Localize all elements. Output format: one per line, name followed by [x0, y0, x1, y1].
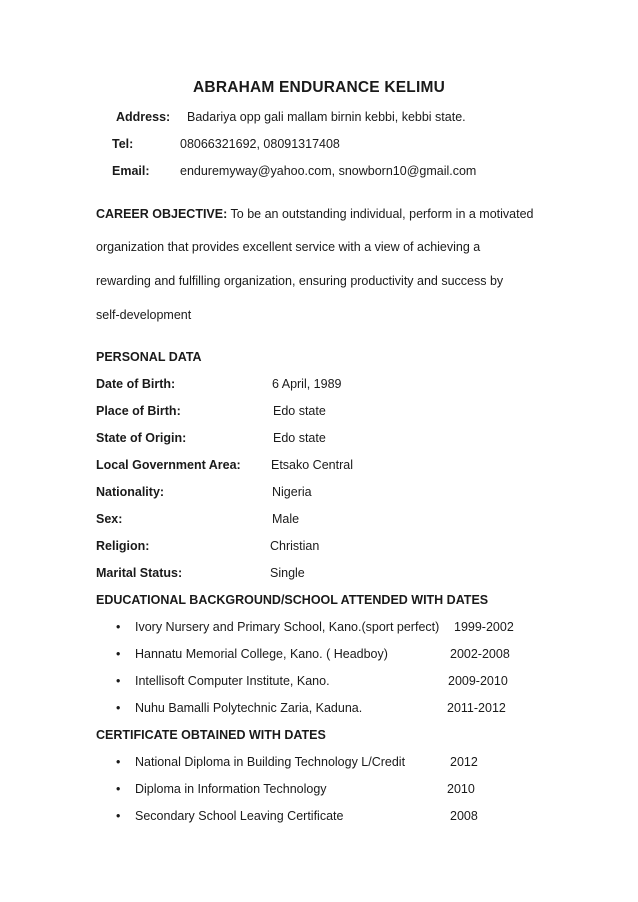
- personal-value: Nigeria: [272, 485, 312, 499]
- career-line-1: To be an outstanding individual, perform in a motivated: [227, 207, 534, 221]
- certificate-year: 2008: [450, 809, 478, 823]
- email-label: Email:: [112, 164, 150, 178]
- personal-value: Edo state: [273, 431, 326, 445]
- email-value: enduremyway@yahoo.com, snowborn10@gmail.com: [180, 164, 477, 178]
- education-school: Hannatu Memorial College, Kano. ( Headboy): [135, 647, 388, 661]
- personal-label: Marital Status:: [96, 566, 183, 580]
- certificate-year: 2012: [450, 755, 478, 769]
- career-objective-heading: CAREER OBJECTIVE:: [96, 207, 228, 221]
- tel-label: Tel:: [112, 137, 134, 151]
- education-dates: 2009-2010: [448, 674, 508, 688]
- personal-label: State of Origin:: [96, 431, 187, 445]
- education-dates: 2002-2008: [450, 647, 510, 661]
- bullet-icon: •: [116, 647, 121, 661]
- personal-value: Single: [270, 566, 305, 580]
- address-value: Badariya opp gali mallam birnin kebbi, kebbi state.: [187, 110, 466, 124]
- career-line-3: rewarding and fulfilling organization, ensuring productivity and success by: [96, 274, 504, 288]
- personal-value: Male: [272, 512, 300, 526]
- education-dates: 2011-2012: [447, 701, 506, 715]
- address-label: Address:: [116, 110, 171, 124]
- personal-label: Place of Birth:: [96, 404, 181, 418]
- personal-value: Edo state: [273, 404, 326, 418]
- personal-data-heading: PERSONAL DATA: [96, 350, 202, 364]
- certificate-name: Diploma in Information Technology: [135, 782, 327, 796]
- personal-value: Christian: [270, 539, 320, 553]
- bullet-icon: •: [116, 755, 121, 769]
- personal-value: 6 April, 1989: [272, 377, 342, 391]
- education-school: Ivory Nursery and Primary School, Kano.(sport perfect): [135, 620, 440, 634]
- education-school: Intellisoft Computer Institute, Kano.: [135, 674, 330, 688]
- personal-label: Local Government Area:: [96, 458, 241, 472]
- personal-label: Date of Birth:: [96, 377, 176, 391]
- education-heading: EDUCATIONAL BACKGROUND/SCHOOL ATTENDED WITH DATES: [96, 593, 489, 607]
- personal-label: Religion:: [96, 539, 150, 553]
- career-line-2: organization that provides excellent service with a view of achieving a: [96, 240, 481, 254]
- certificate-name: Secondary School Leaving Certificate: [135, 809, 344, 823]
- personal-label: Nationality:: [96, 485, 165, 499]
- career-line-4: self-development: [96, 308, 192, 322]
- bullet-icon: •: [116, 620, 121, 634]
- education-school: Nuhu Bamalli Polytechnic Zaria, Kaduna.: [135, 701, 363, 715]
- certificates-heading: CERTIFICATE OBTAINED WITH DATES: [96, 728, 326, 742]
- bullet-icon: •: [116, 674, 121, 688]
- certificate-name: National Diploma in Building Technology L/Credit: [135, 755, 406, 769]
- personal-label: Sex:: [96, 512, 123, 526]
- bullet-icon: •: [116, 809, 121, 823]
- certificate-year: 2010: [447, 782, 475, 796]
- bullet-icon: •: [116, 782, 121, 796]
- education-dates: 1999-2002: [454, 620, 514, 634]
- resume-name: ABRAHAM ENDURANCE KELIMU: [193, 79, 445, 96]
- personal-value: Etsako Central: [271, 458, 353, 472]
- bullet-icon: •: [116, 701, 121, 715]
- tel-value: 08066321692, 08091317408: [180, 137, 340, 151]
